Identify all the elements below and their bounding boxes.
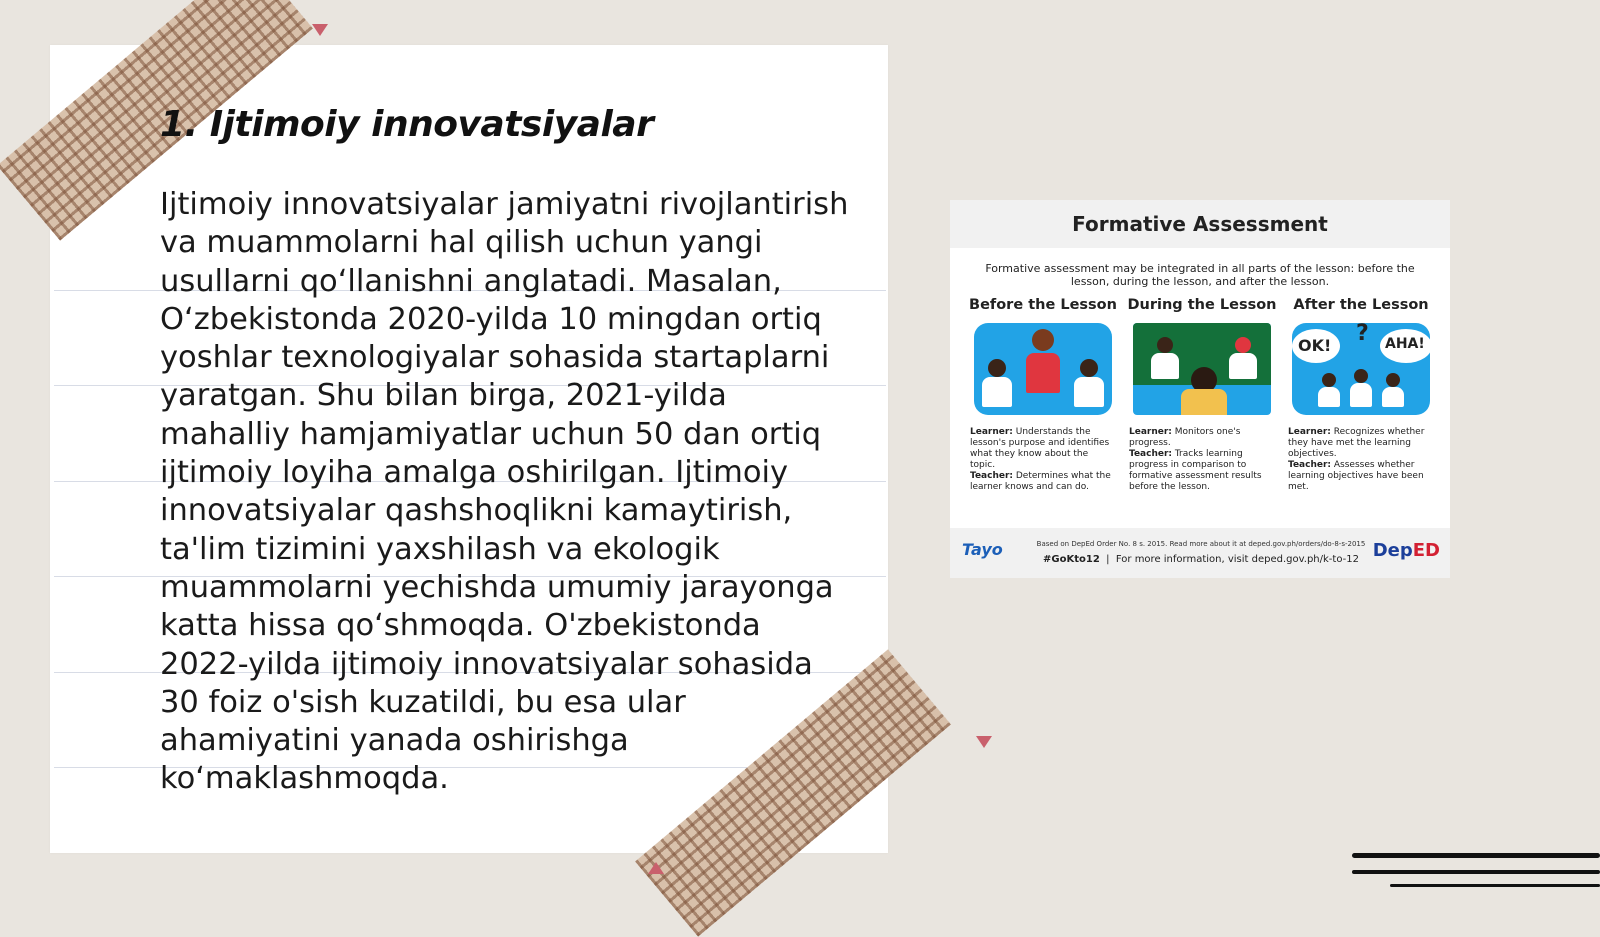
student-figure xyxy=(1350,383,1372,407)
footer-separator: | xyxy=(1106,554,1110,565)
student-figure xyxy=(988,359,1006,377)
deped-logo-part: Dep xyxy=(1372,540,1413,561)
teacher-text: Tracks learning progress in comparison to formative assessment results before the lesson. xyxy=(1129,449,1262,492)
formative-assessment-infographic xyxy=(950,200,1450,578)
student-figure xyxy=(982,377,1012,407)
teacher-label: Teacher: xyxy=(970,471,1014,481)
column-during-lesson xyxy=(1127,296,1277,493)
infographic-title: Formative Assessment xyxy=(950,200,1450,248)
infographic-intro: Formative assessment may be integrated in all parts of the lesson: before the lesson, during the lesson, and after the lesson. xyxy=(985,262,1415,288)
footer-info: For more information, visit deped.gov.ph/k-to-12 xyxy=(1115,554,1359,565)
student-figure xyxy=(1354,369,1368,383)
student-figure xyxy=(1386,373,1400,387)
footer-source: Based on DepEd Order No. 8 s. 2015. Read more about it at deped.gov.ph/orders/do-8-s-2015 xyxy=(1036,540,1366,548)
slide-title: 1. Ijtimoiy innovatsiyalar xyxy=(160,104,654,145)
teacher-label: Teacher: xyxy=(1129,449,1173,459)
teacher-figure xyxy=(1026,353,1060,393)
brush-stroke xyxy=(1352,853,1600,858)
column-after-lesson xyxy=(1286,296,1436,493)
question-mark-icon: ? xyxy=(1356,323,1369,346)
during-lesson-illustration xyxy=(1133,323,1271,415)
aha-bubble-text: AHA! xyxy=(1385,336,1425,352)
student-figure xyxy=(1157,337,1173,353)
column-description xyxy=(970,427,1116,493)
deped-logo xyxy=(1373,540,1440,561)
teacher-figure xyxy=(1181,389,1227,415)
before-lesson-illustration xyxy=(974,323,1112,415)
student-figure xyxy=(1229,353,1257,379)
footer-info-line xyxy=(1036,554,1366,565)
student-figure xyxy=(1382,387,1404,407)
teacher-text: Assesses whether learning objectives have been met. xyxy=(1288,460,1424,492)
column-heading: Before the Lesson xyxy=(969,297,1117,313)
learner-label: Learner: xyxy=(1288,427,1331,437)
footer-hashtag: #GoKto12 xyxy=(1043,554,1100,565)
brush-stroke xyxy=(1390,884,1600,887)
infographic-footer xyxy=(950,528,1450,578)
slide-body-text: Ijtimoiy innovatsiyalar jamiyatni rivojlantirish va muammolarni hal qilish uchun yangi usullarni qo‘llanishni anglatadi. Masalan, O‘zbekistonda 2020-yilda 10 mingdan ortiq yoshlar texnologiyalar sohasida startaplarni yaratgan. Shu bilan birga, 2021-yilda mahalliy hamjamiyatlar uchun 50 dan ortiq ijtimoiy loyiha amalga oshirilgan. Ijtimoiy innovatsiyalar qashshoqlikni kamaytirish, ta'lim tizimini yaxshilash va ekologik muammolarni yechishda umumiy jarayonga katta hissa qo‘shmoqda. O'zbekistonda 2022-yilda ijtimoiy innovatsiyalar sohasida 30 foiz o'sish kuzatildi, bu esa ular ahamiyatini yanada oshirishga ko‘maklashmoqda. xyxy=(160,187,849,797)
column-before-lesson xyxy=(968,296,1118,493)
tape-pin-icon xyxy=(312,24,328,36)
teacher-label: Teacher: xyxy=(1288,460,1332,470)
learner-text: Recognizes whether they have met the learning objectives. xyxy=(1288,427,1425,459)
tape-pin-icon xyxy=(976,736,992,748)
column-heading: During the Lesson xyxy=(1127,297,1277,313)
column-description xyxy=(1288,427,1434,493)
learner-text: Monitors one's progress. xyxy=(1129,427,1241,448)
learner-text: Understands the lesson's purpose and identifies what they know about the topic. xyxy=(970,427,1110,470)
teacher-figure xyxy=(1032,329,1054,351)
tayo-logo: Tayo xyxy=(962,540,1003,559)
brush-stroke xyxy=(1352,870,1600,874)
student-figure xyxy=(1080,359,1098,377)
teacher-text: Determines what the learner knows and can do. xyxy=(970,471,1111,492)
student-figure xyxy=(1318,387,1340,407)
student-figure xyxy=(1074,377,1104,407)
column-description xyxy=(1129,427,1275,493)
student-figure xyxy=(1151,353,1179,379)
student-figure xyxy=(1235,337,1251,353)
after-lesson-illustration xyxy=(1292,323,1430,415)
column-heading: After the Lesson xyxy=(1293,297,1429,313)
learner-label: Learner: xyxy=(970,427,1013,437)
deped-logo-part: ED xyxy=(1412,540,1440,561)
learner-label: Learner: xyxy=(1129,427,1172,437)
student-figure xyxy=(1322,373,1336,387)
infographic-columns xyxy=(968,296,1436,516)
ok-bubble-text: OK! xyxy=(1298,336,1332,355)
